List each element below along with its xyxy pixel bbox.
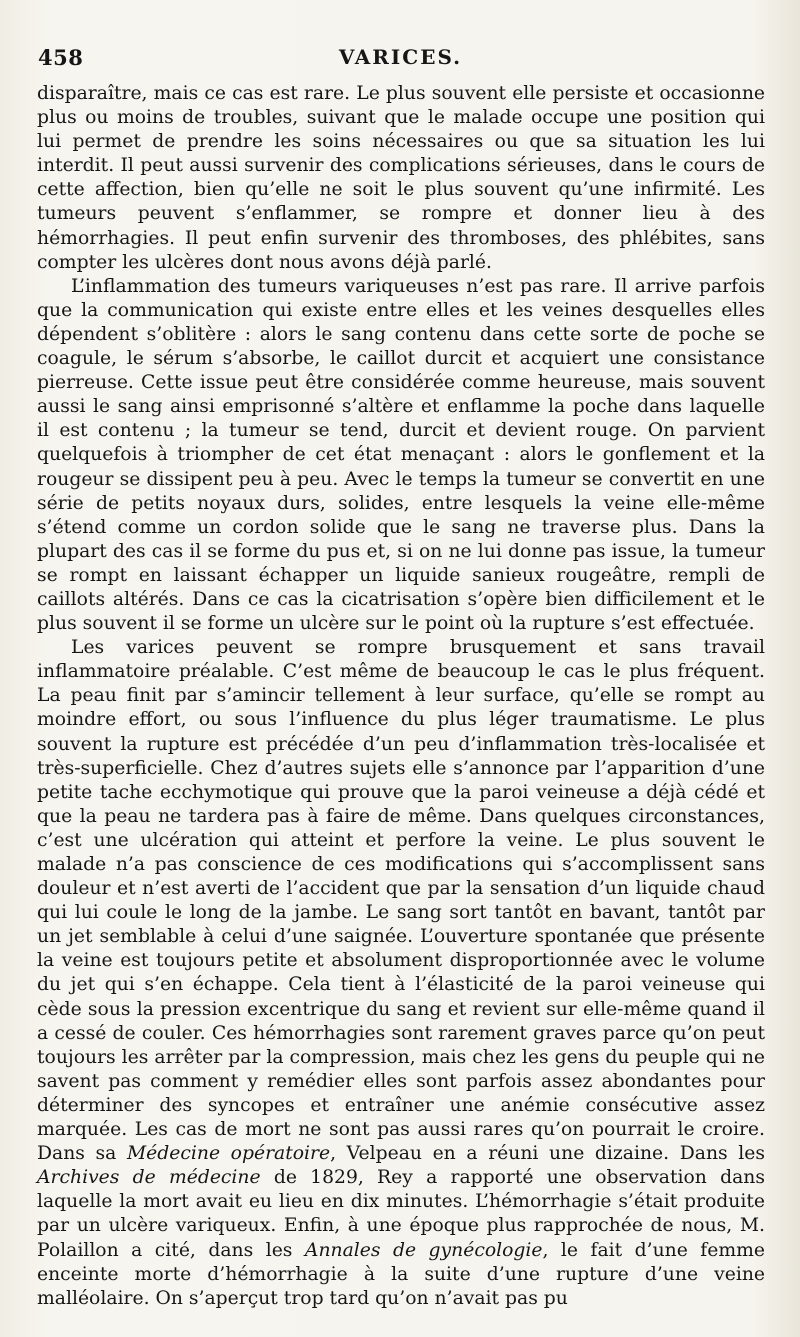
paragraph-segment: disparaître, mais ce cas est rare. Le plus souvent elle persiste et occasionne plus ou moins de troubles, suivant que le malade occupe une position qui lui permet de prendre les soins nécessaires ou que sa situation les lui interdit. Il peut aussi survenir des complications sérieuses, dans le cours de cette affection, bien qu’elle ne soit le plus souvent qu’une infirmité. Les tumeurs peuvent s’enflammer, se rompre et donner lieu à des hémorrhagies. Il peut enfin survenir des thromboses, des phlébites, sans compter les ulcères dont nous avons déjà parlé. [37, 83, 765, 273]
journal-title-annales-de-gynecologie: Annales de gynécologie [304, 1239, 543, 1261]
paragraph-segment: , Velpeau en a réuni une dizaine. Dans les [330, 1143, 765, 1165]
page-header [38, 45, 763, 75]
body-text [37, 82, 765, 1311]
paragraph-segment: , le fait d’une femme enceinte morte d’hémorrhagie à la suite d’une rupture d’une veine malléolaire. On s’aperçut trop tard qu’on n’avait pas pu [37, 1239, 766, 1309]
paragraph-2 [37, 275, 765, 636]
paragraph-segment: Les varices peuvent se rompre brusquement et sans travail inflammatoire préalable. C’est même de beaucoup le cas le plus fréquent. La peau finit par s’amincir tellement à leur surface, qu’elle se rompt au moindre effort, ou sous l’influence du plus léger traumatisme. Le plus souvent la rupture est précédée d’un peu d’inflammation très-localisée et très-superficielle. Chez d’autres sujets elle s’annonce par l’apparition d’une petite tache ecchymotique qui prouve que la paroi veineuse a déjà cédé et que la peau ne tardera pas à faire de même. Dans quelques circonstances, c’est une ulcération qui atteint et perfore la veine. Le plus souvent le malade n’a pas conscience de ces modifications qui s’accomplissent sans douleur et n’est averti de l’accident que par la sensation d’un liquide chaud qui lui coule le long de la jambe. Le sang sort tantôt en bavant, tantôt par un jet semblable à celui d’une saignée. L’ouverture spontanée que présente la veine est toujours petite et absolument disproportionnée avec le volume du jet qui s’en échappe. Cela tient à l’élasticité de la paroi veineuse qui cède sous la pression excentrique du sang et revient sur elle-même quand il a cessé de couler. Ces hémorrhagies sont rarement graves parce qu’on peut toujours les arrêter par la compression, mais chez les gens du peuple qui ne savent pas comment y remédier elles sont parfois assez abondantes pour déterminer des syncopes et entraîner une anémie consécutive assez marquée. Les cas de mort ne sont pas aussi rares qu’on pourrait le croire. Dans sa [37, 637, 765, 1165]
paragraph-segment: L’inflammation des tumeurs variqueuses n’est pas rare. Il arrive parfois que la communication qui existe entre elles et les veines desquelles elles dépendent s’oblitère : alors le sang contenu dans cette sorte de poche se coagule, le sérum s’absorbe, le caillot durcit et acquiert une consistance pierreuse. Cette issue peut être considérée comme heureuse, mais souvent aussi le sang ainsi emprisonné s’altère et enflamme la poche dans laquelle il est contenu ; la tumeur se tend, durcit et devient rouge. On parvient quelquefois à triompher de cet état menaçant : alors le gonflement et la rougeur se dissipent peu à peu. Avec le temps la tumeur se convertit en une série de petits noyaux durs, solides, entre lesquels la veine elle-même s’étend comme un cordon solide que le sang ne traverse plus. Dans la plupart des cas il se forme du pus et, si on ne lui donne pas issue, la tumeur se rompt en laissant échapper un liquide sanieux rougeâtre, rempli de caillots altérés. Dans ce cas la cicatrisation s’opère bien difficilement et le plus souvent il se forme un ulcère sur le point où la rupture s’est effectuée. [37, 275, 765, 635]
paragraph-3 [37, 636, 765, 1311]
journal-title-medecine-operatoire: Médecine opératoire [126, 1143, 331, 1165]
paragraph-segment: de 1829, Rey a rapporté une observation dans laquelle la mort avait eu lieu en dix minutes. L’hémorrhagie s’était produite par un ulcère variqueux. Enfin, à une époque plus rapprochée de nous, M. Polaillon a cité, dans les [37, 1167, 765, 1261]
paragraph-1 [37, 82, 765, 275]
page-number: 458 [38, 45, 84, 70]
running-title: VARICES. [338, 45, 463, 69]
journal-title-archives-de-medecine: Archives de médecine [37, 1167, 261, 1189]
